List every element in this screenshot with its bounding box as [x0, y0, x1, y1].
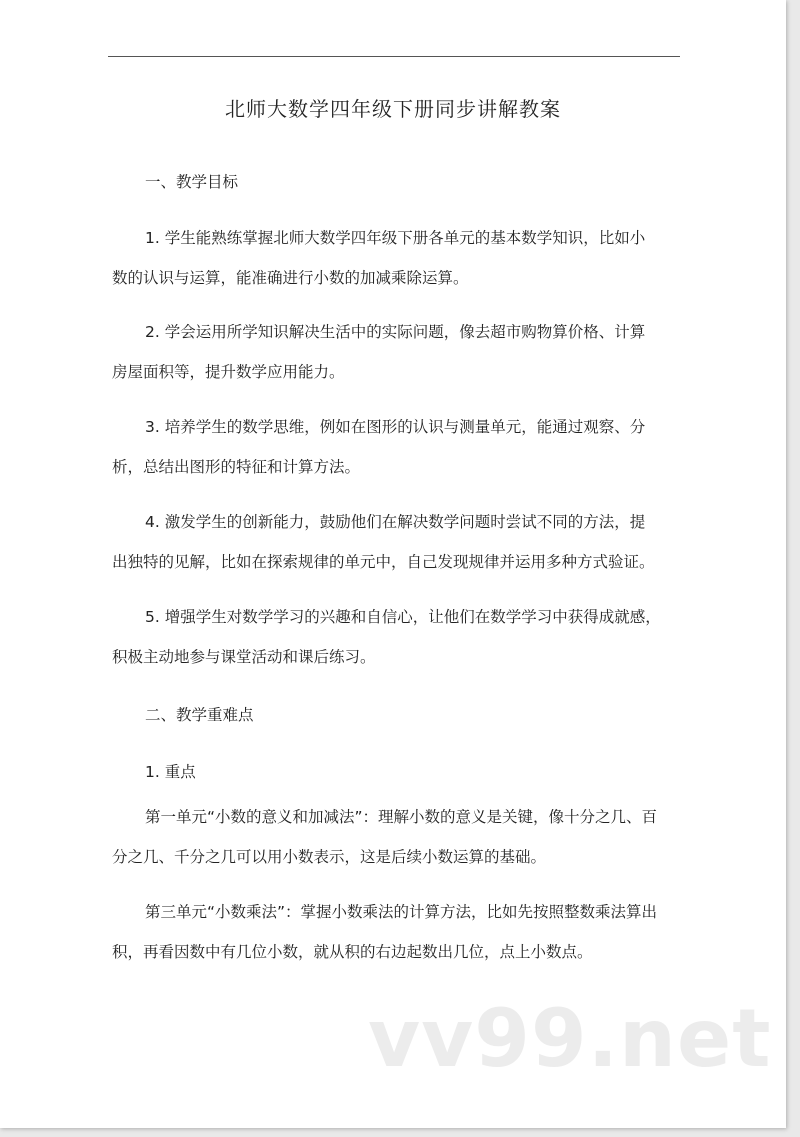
- objective-2: [112, 312, 690, 392]
- key-point-2-line1: 第三单元“小数乘法”：掌握小数乘法的计算方法，比如先按照整数乘法算出: [145, 903, 658, 921]
- header-rule: [108, 56, 680, 57]
- document-title: 北师大数学四年级下册同步讲解教案: [225, 97, 561, 121]
- objective-5-line1: 5. 增强学生对数学学习的兴趣和自信心，让他们在数学学习中获得成就感，: [145, 608, 661, 626]
- objective-1: [112, 218, 690, 298]
- objective-2-line2: 房屋面积等，提升数学应用能力。: [112, 363, 345, 381]
- section-heading-objectives: 一、教学目标: [145, 173, 239, 191]
- key-point-1-line2: 分之几、千分之几可以用小数表示，这是后续小数运算的基础。: [112, 848, 547, 866]
- objective-1-line1: 1. 学生能熟练掌握北师大数学四年级下册各单元的基本数学知识，比如小: [145, 229, 646, 247]
- objective-2-line1: 2. 学会运用所学知识解决生活中的实际问题，像去超市购物算价格、计算: [145, 323, 646, 341]
- objective-4-line2: 出独特的见解，比如在探索规律的单元中，自己发现规律并运用多种方式验证。: [112, 553, 655, 571]
- objective-4: [112, 502, 690, 582]
- key-point-2-line2: 积，再看因数中有几位小数，就从积的右边起数出几位，点上小数点。: [112, 943, 593, 961]
- section-heading-key-points: 二、教学重难点: [145, 706, 254, 724]
- key-point-unit-1: [112, 797, 690, 877]
- objective-5-line2: 积极主动地参与课堂活动和课后练习。: [112, 648, 376, 666]
- key-point-unit-3: [112, 892, 690, 972]
- key-point-1-line1: 第一单元“小数的意义和加减法”：理解小数的意义是关键，像十分之几、百: [145, 808, 658, 826]
- objective-3-line2: 析，总结出图形的特征和计算方法。: [112, 458, 361, 476]
- watermark: vv99.net: [368, 992, 772, 1085]
- objective-3-line1: 3. 培养学生的数学思维，例如在图形的认识与测量单元，能通过观察、分: [145, 418, 646, 436]
- key-points-label: 1. 重点: [145, 763, 196, 781]
- objective-3: [112, 407, 690, 487]
- objective-1-line2: 数的认识与运算，能准确进行小数的加减乘除运算。: [112, 269, 469, 287]
- objective-4-line1: 4. 激发学生的创新能力，鼓励他们在解决数学问题时尝试不同的方法，提: [145, 513, 646, 531]
- objective-5: [112, 597, 690, 677]
